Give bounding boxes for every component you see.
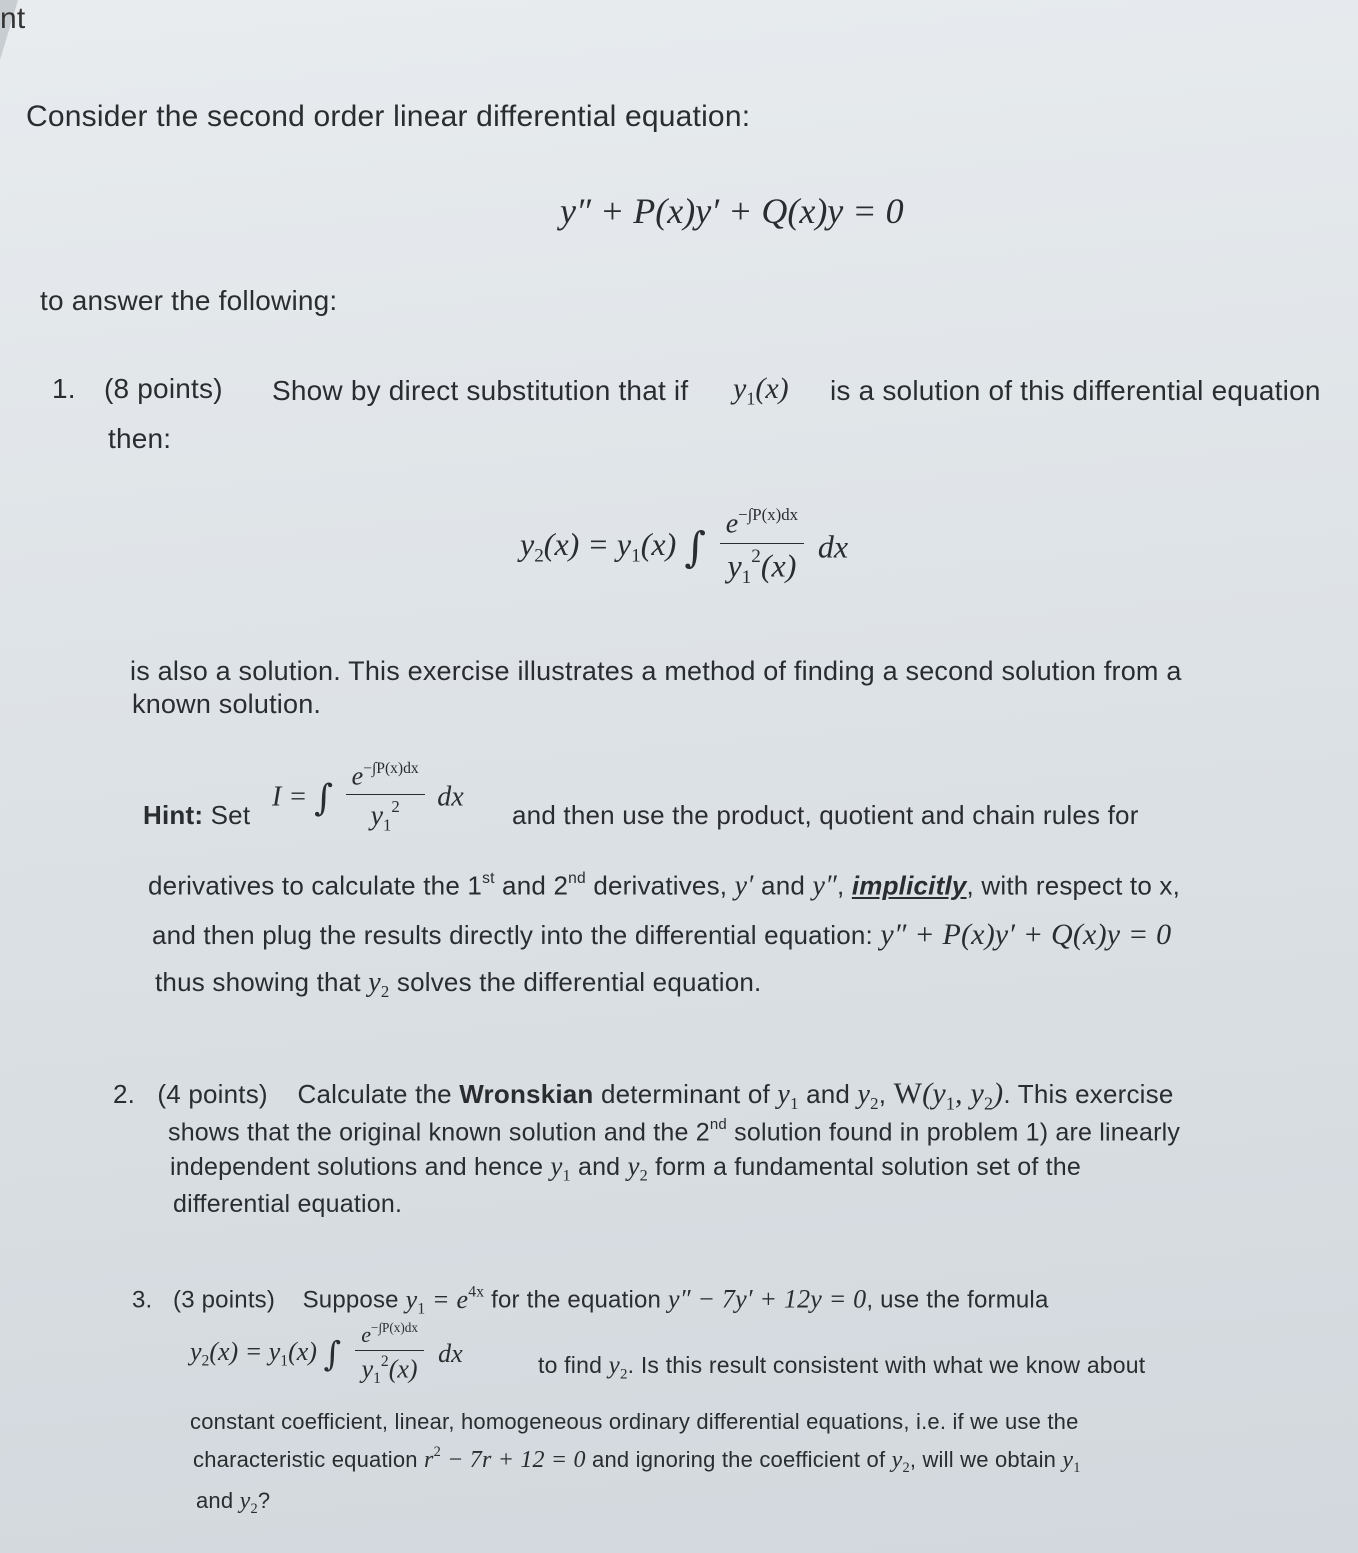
main-equation: y″ + P(x)y′ + Q(x)y = 0 bbox=[560, 191, 904, 231]
q1-after-2: known solution. bbox=[132, 689, 322, 719]
wronskian-label: Wronskian bbox=[459, 1079, 594, 1109]
hint-line4: thus showing that $y_2$ solves the differential equation. bbox=[155, 967, 762, 1001]
q1-text-c: then: bbox=[108, 423, 172, 454]
q2-line4: differential equation. bbox=[173, 1190, 403, 1218]
q1-y1x: $y_1(x)$ bbox=[733, 372, 789, 409]
intro-followup: to answer the following: bbox=[40, 285, 338, 316]
intro-text: Consider the second order linear differential equation: bbox=[26, 100, 751, 133]
hint-label-row bbox=[143, 800, 250, 831]
hint-rest: and then use the product, quotient and chain rules for bbox=[512, 800, 1139, 830]
q2-line1: 2. (4 points) Calculate the Wronskian determinant of $y_1$ and $y_2$, $W(y_1$, $y_2$). This exercise bbox=[113, 1077, 1174, 1114]
q3-line5: and $y_2$? bbox=[196, 1488, 271, 1518]
q2-line3: independent solutions and hence $y_1$ and $y_2$ form a fundamental solution set of the bbox=[170, 1151, 1081, 1185]
q1-formula: $y_2(x) = y_1(x)$ ∫ $\frac{e^{-\int P(x)dx}}{y_1^2(x)}$ dx bbox=[520, 505, 849, 588]
hint-set: Set bbox=[210, 800, 251, 830]
q3-line4: characteristic equation $r^2 - 7r + 12 = 0$ and ignoring the coefficient of $y_2$, will we obtain $y_1$ bbox=[193, 1444, 1081, 1476]
q1-text-a: Show by direct substitution that if bbox=[272, 375, 689, 406]
q3-line1: 3. (3 points) Suppose $y_1 = e^{4x}$ for the equation y″ − 7y′ + 12y = 0, use the formula bbox=[132, 1283, 1049, 1318]
q1-points: (8 points) bbox=[104, 373, 223, 404]
q3-line3: constant coefficient, linear, homogeneous ordinary differential equations, i.e. if we use the bbox=[190, 1409, 1079, 1434]
hint-line3: and then plug the results directly into the differential equation: y″ + P(x)y′ + Q(x)y = 0 bbox=[152, 918, 1172, 951]
q3-line2: to find $y_2$. Is this result consistent with what we know about bbox=[538, 1352, 1146, 1383]
implicitly-text: implicitly bbox=[851, 870, 967, 901]
q1-text-b: is a solution of this differential equation bbox=[830, 375, 1321, 406]
hint-formula: I = ∫ $\frac{e^{-\int P(x)dx}}{y_1^2}$ dx bbox=[272, 760, 464, 835]
q2-line2: shows that the original known solution and the 2nd solution found in problem 1) are linearly bbox=[168, 1116, 1181, 1147]
hint-label: Hint: bbox=[143, 800, 204, 830]
hint-line2: derivatives to calculate the 1st and 2nd derivatives, y′ and y″, implicitly, with respect to x, bbox=[148, 870, 1181, 902]
q1-after-1: is also a solution. This exercise illustrates a method of finding a second solution from a bbox=[130, 656, 1182, 686]
q1-number: 1. bbox=[52, 373, 76, 404]
corner-text: nt bbox=[0, 2, 26, 35]
q3-formula: $y_2(x) = y_1(x)$ ∫ $\frac{e^{-\int P(x)dx}}{y_1^2(x)}$ dx bbox=[190, 1320, 463, 1388]
